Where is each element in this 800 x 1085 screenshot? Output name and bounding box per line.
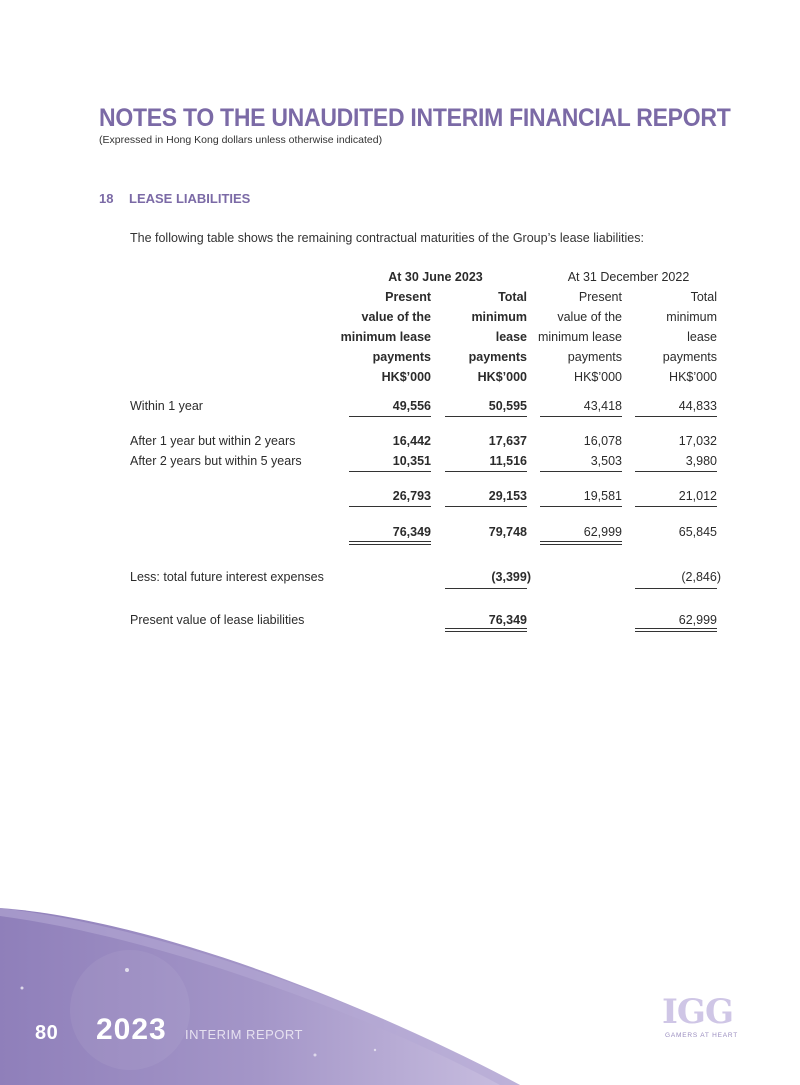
cell-value: (3,399) (491, 570, 531, 584)
footer-wave-graphic (0, 880, 800, 1085)
double-underline (635, 628, 717, 632)
logo-wordmark: IGG (662, 992, 733, 1032)
igg-logo (662, 992, 740, 1044)
cell-value: (2,846) (681, 570, 721, 584)
underline (540, 416, 622, 417)
cell-value: 26,793 (392, 489, 431, 503)
underline (349, 471, 431, 472)
underline (349, 506, 431, 507)
col-header-line: HK$’000 (381, 370, 431, 384)
cell-value: 17,637 (488, 434, 527, 448)
col-header-line: Present (385, 290, 431, 304)
col-header-line: payments (567, 350, 622, 364)
cell-value: 49,556 (392, 399, 431, 413)
row-label: Present value of lease liabilities (130, 613, 305, 627)
col-header-line: Total (690, 290, 717, 304)
cell-value: 76,349 (392, 525, 431, 539)
col-header-line: value of the (361, 310, 431, 324)
cell-value: 62,999 (678, 613, 717, 627)
period-header-2022: At 31 December 2022 (567, 270, 690, 284)
cell-value: 16,442 (392, 434, 431, 448)
col-header-line: payments (372, 350, 431, 364)
page-number: 80 (35, 1022, 59, 1044)
cell-value: 16,078 (583, 434, 622, 448)
cell-value: 19,581 (583, 489, 622, 503)
col-header-line: minimum lease (340, 330, 431, 344)
underline (349, 416, 431, 417)
underline (635, 506, 717, 507)
col-header-line: minimum (471, 310, 527, 324)
col-header-line: Present (578, 290, 622, 304)
col-header-line: payments (468, 350, 527, 364)
underline (540, 506, 622, 507)
col-header-line: HK$’000 (574, 370, 622, 384)
cell-value: 11,516 (489, 454, 527, 468)
cell-value: 17,032 (678, 434, 717, 448)
underline (635, 471, 717, 472)
section-title: LEASE LIABILITIES (129, 191, 251, 206)
cell-value: 3,980 (685, 454, 717, 468)
page-title: NOTES TO THE UNAUDITED INTERIM FINANCIAL REPORT (99, 104, 731, 132)
double-underline (540, 541, 622, 545)
section-heading (99, 191, 250, 206)
report-type-label: INTERIM REPORT (185, 1027, 303, 1042)
page-subtitle: (Expressed in Hong Kong dollars unless otherwise indicated) (99, 134, 383, 146)
cell-value: 3,503 (590, 454, 622, 468)
logo-tagline: GAMERS AT HEART (665, 1032, 739, 1039)
row-label: After 1 year but within 2 years (130, 434, 296, 448)
col-header-line: minimum lease (537, 330, 622, 344)
underline (445, 471, 527, 472)
section-number: 18 (99, 191, 114, 206)
cell-value: 50,595 (488, 399, 527, 413)
col-header-line: HK$’000 (669, 370, 717, 384)
cell-value: 29,153 (488, 489, 527, 503)
cell-value: 21,012 (678, 489, 717, 503)
underline (635, 416, 717, 417)
report-year: 2023 (96, 1013, 167, 1046)
underline (635, 588, 717, 589)
cell-value: 79,748 (488, 525, 527, 539)
section-intro: The following table shows the remaining contractual maturities of the Group’s lease liabilities: (130, 231, 644, 245)
row-label: Less: total future interest expenses (130, 570, 324, 584)
col-header-line: payments (662, 350, 717, 364)
double-underline (445, 628, 527, 632)
cell-value: 65,845 (678, 525, 717, 539)
cell-value: 62,999 (583, 525, 622, 539)
cell-value: 44,833 (678, 399, 717, 413)
row-label: Within 1 year (130, 399, 203, 413)
cell-value: 76,349 (488, 613, 527, 627)
cell-value: 10,351 (392, 454, 431, 468)
row-label: After 2 years but within 5 years (130, 454, 302, 468)
underline (445, 416, 527, 417)
col-header-line: Total (498, 290, 527, 304)
col-header-line: HK$’000 (477, 370, 527, 384)
underline (445, 506, 527, 507)
col-header-line: value of the (557, 310, 622, 324)
col-header-line: lease (495, 330, 527, 344)
underline (445, 588, 527, 589)
col-header-line: lease (687, 330, 717, 344)
cell-value: 43,418 (583, 399, 622, 413)
underline (540, 471, 622, 472)
col-header-line: minimum (666, 310, 717, 324)
double-underline (349, 541, 431, 545)
period-header-2023: At 30 June 2023 (388, 270, 483, 284)
